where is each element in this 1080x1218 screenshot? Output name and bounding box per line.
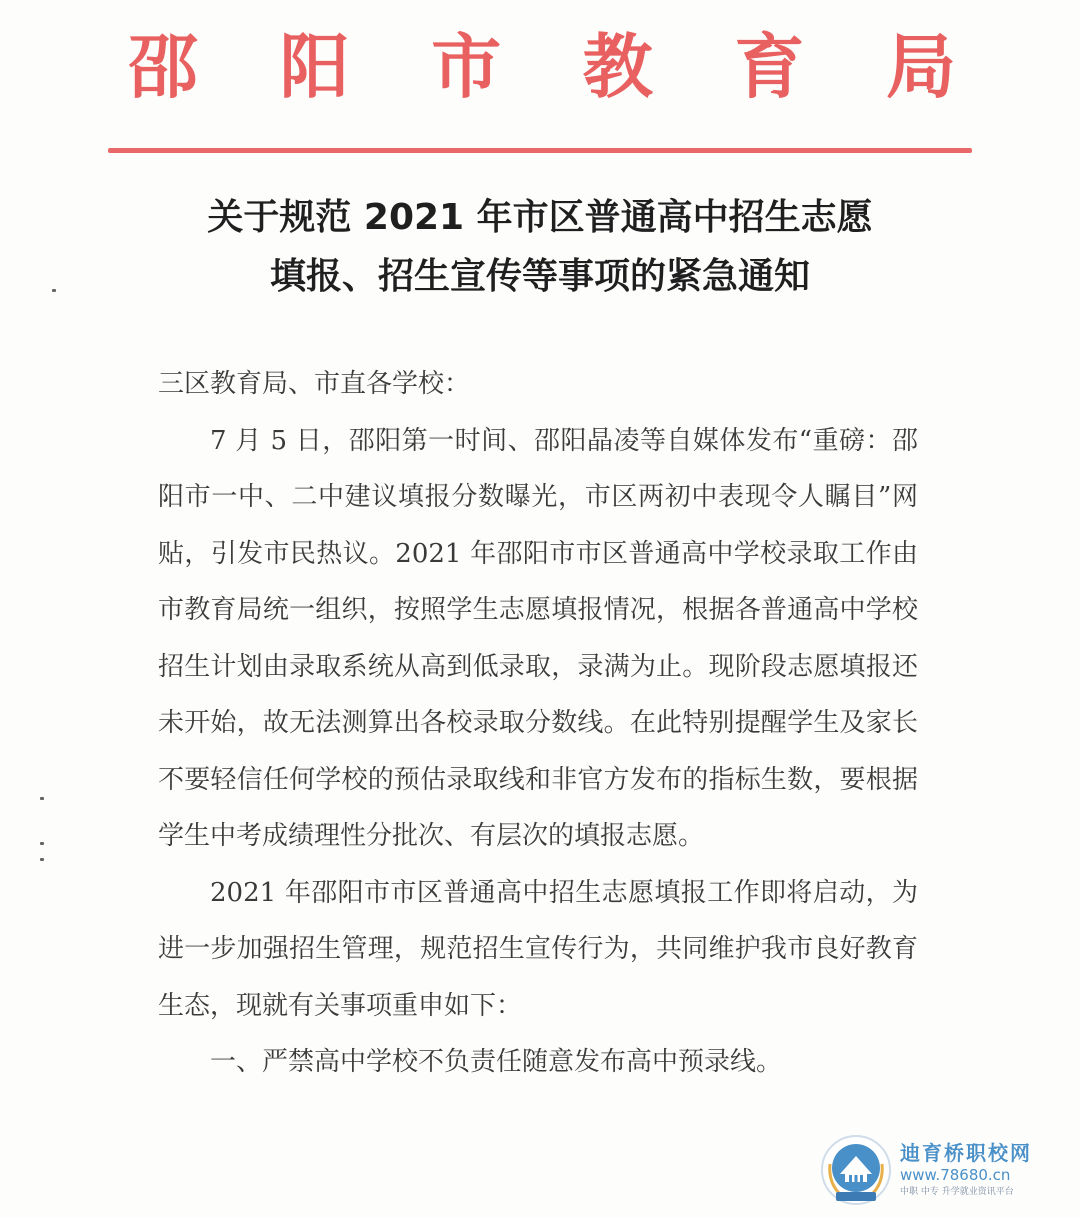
body-paragraph: 7 月 5 日，邵阳第一时间、邵阳晶凌等自媒体发布“重磅：邵阳市一中、二中建议填报分数曝光，市区两初中表现令人瞩目”网贴，引发市民热议。2021 年邵阳市市区普通高中学校录取工作由市教育局统一组织，按照学生志愿填报情况，根据各普通高中学校招生计划由录取系统从高到低录取，录满为止。现阶段志愿填报还未开始，故无法测算出各校录取分数线。在此特别提醒学生及家长不要轻信任何学校的预估录取线和非官方发布的指标生数，要根据学生中考成绩理性分批次、有层次的填报志愿。 [158,425,918,851]
list-item: 一、严禁高中学校不负责任随意发布高中预录线。 [210,1047,783,1077]
letterhead-char: 阳 [279,26,350,108]
salutation: 三区教育局、市直各学校： [158,369,471,399]
watermark-text [900,1141,1032,1199]
scan-speck [52,289,56,292]
notice-title-line: 填报、招生宣传等事项的紧急通知 [269,256,810,297]
letterhead-char: 市 [431,26,502,108]
site-url: www.78680.cn [900,1166,1011,1184]
scan-speck [40,842,44,845]
letterhead-char: 育 [734,26,805,108]
site-slogan: 中职 中专 升学就业资讯平台 [900,1187,1014,1197]
body-paragraph: 2021 年邵阳市市区普通高中招生志愿填报工作即将启动，为进一步加强招生管理，规范招生宣传行为，共同维护我市良好教育生态，现就有关事项重申如下： [158,877,918,1021]
letterhead-char: 局 [885,26,956,108]
letterhead [110,22,970,112]
school-logo-icon [820,1134,892,1206]
notice-body [158,356,918,1091]
site-watermark [820,1130,1070,1210]
scan-speck [40,858,44,861]
letterhead-char: 教 [582,26,653,108]
scan-speck [40,797,44,800]
letterhead-divider [108,148,972,153]
letterhead-char: 邵 [128,26,198,108]
site-name: 迪育桥职校网 [900,1141,1032,1165]
notice-title [100,188,980,306]
notice-title-line: 关于规范 2021 年市区普通高中招生志愿 [207,197,873,238]
